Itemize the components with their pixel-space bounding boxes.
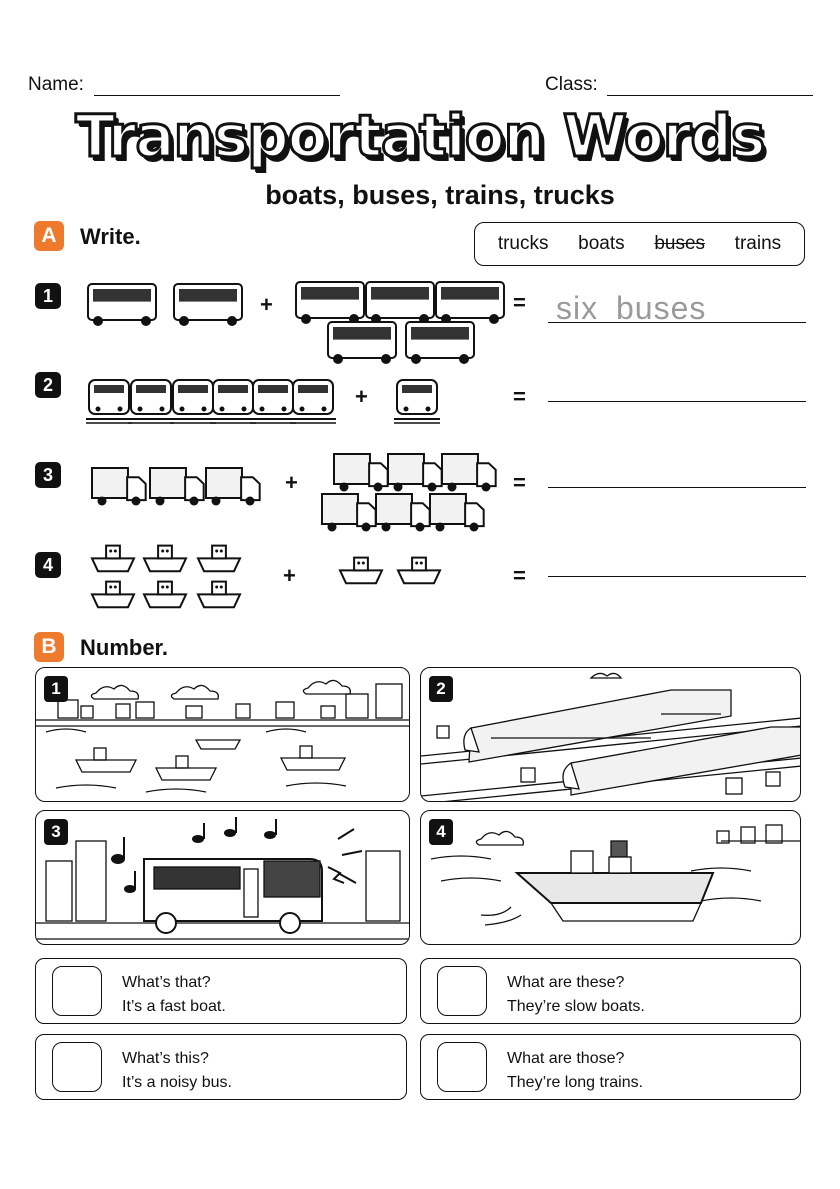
train-icon <box>290 374 336 424</box>
train-icon <box>128 374 174 424</box>
picture-panel-2 <box>420 667 801 802</box>
answer-text: They’re long trains. <box>507 1074 644 1091</box>
answer-line-4[interactable] <box>548 575 806 577</box>
boat-icon <box>338 556 384 588</box>
answer-line-3[interactable] <box>548 486 806 488</box>
truck-icon <box>320 490 378 534</box>
row-number: 1 <box>35 283 61 309</box>
panel-number: 2 <box>429 676 453 702</box>
truck-icon <box>428 490 486 534</box>
boat-icon <box>142 580 188 612</box>
sentence-card <box>35 958 407 1024</box>
picture-panel-1 <box>35 667 410 802</box>
section-b-title: Number. <box>80 635 169 660</box>
boat-icon <box>90 544 136 576</box>
sentence-card <box>35 1034 407 1100</box>
picture-panel-3 <box>35 810 410 945</box>
bus-icon <box>172 278 244 328</box>
panel-number: 4 <box>429 819 453 845</box>
row-number: 3 <box>35 462 61 488</box>
number-answer-box[interactable] <box>437 966 487 1016</box>
word-bank-item-used: buses <box>654 233 706 254</box>
number-answer-box[interactable] <box>437 1042 487 1092</box>
bus-icon <box>404 316 476 366</box>
number-answer-box[interactable] <box>52 1042 102 1092</box>
sentence-card <box>420 1034 801 1100</box>
truck-icon <box>148 464 206 508</box>
answer-line-1[interactable] <box>548 321 806 323</box>
boat-icon <box>396 556 442 588</box>
section-b-badge: B <box>34 632 64 662</box>
word-bank-item: boats <box>578 233 625 254</box>
train-icon <box>86 374 132 424</box>
plus-sign: + <box>283 563 296 588</box>
word-bank-item: trains <box>734 233 782 254</box>
bus-icon <box>86 278 158 328</box>
plus-sign: + <box>260 292 273 317</box>
plus-sign: + <box>355 384 368 409</box>
boat-icon <box>90 580 136 612</box>
number-answer-box[interactable] <box>52 966 102 1016</box>
train-icon <box>170 374 216 424</box>
word-bank-item: trucks <box>497 233 549 254</box>
train-icon <box>394 374 440 424</box>
answer-text: They’re slow boats. <box>507 998 645 1015</box>
bus-icon <box>364 276 436 326</box>
sample-answer: six buses <box>556 290 707 326</box>
name-field[interactable] <box>94 76 340 96</box>
train-icon <box>250 374 296 424</box>
train-icon <box>210 374 256 424</box>
bus-icon <box>434 276 506 326</box>
answer-line-2[interactable] <box>548 400 806 402</box>
class-label: Class: <box>545 74 598 95</box>
truck-icon <box>90 464 148 508</box>
equals-sign: = <box>513 290 526 315</box>
equals-sign: = <box>513 563 526 588</box>
name-label: Name: <box>28 74 84 95</box>
plus-sign: + <box>285 470 298 495</box>
section-a-title: Write. <box>80 224 141 249</box>
panel-number: 3 <box>44 819 68 845</box>
bus-icon <box>326 316 398 366</box>
truck-icon <box>440 450 498 494</box>
worksheet-title: Transportation Words <box>75 102 765 170</box>
bus-icon <box>294 276 366 326</box>
truck-icon <box>386 450 444 494</box>
equals-sign: = <box>513 384 526 409</box>
picture-panel-4 <box>420 810 801 945</box>
equals-sign: = <box>513 470 526 495</box>
question-text: What’s this? <box>122 1050 209 1067</box>
section-a-badge: A <box>34 221 64 251</box>
truck-icon <box>374 490 432 534</box>
boat-icon <box>196 544 242 576</box>
worksheet-subtitle: boats, buses, trains, trucks <box>265 180 615 210</box>
word-bank <box>474 222 805 266</box>
sentence-card <box>420 958 801 1024</box>
boat-icon <box>142 544 188 576</box>
row-number: 4 <box>35 552 61 578</box>
row-number: 2 <box>35 372 61 398</box>
question-text: What are these? <box>507 974 625 991</box>
question-text: What are those? <box>507 1050 625 1067</box>
boat-icon <box>196 580 242 612</box>
answer-text: It’s a noisy bus. <box>122 1074 232 1091</box>
question-text: What’s that? <box>122 974 211 991</box>
panel-number: 1 <box>44 676 68 702</box>
answer-text: It’s a fast boat. <box>122 998 226 1015</box>
truck-icon <box>204 464 262 508</box>
truck-icon <box>332 450 390 494</box>
class-field[interactable] <box>607 76 813 96</box>
